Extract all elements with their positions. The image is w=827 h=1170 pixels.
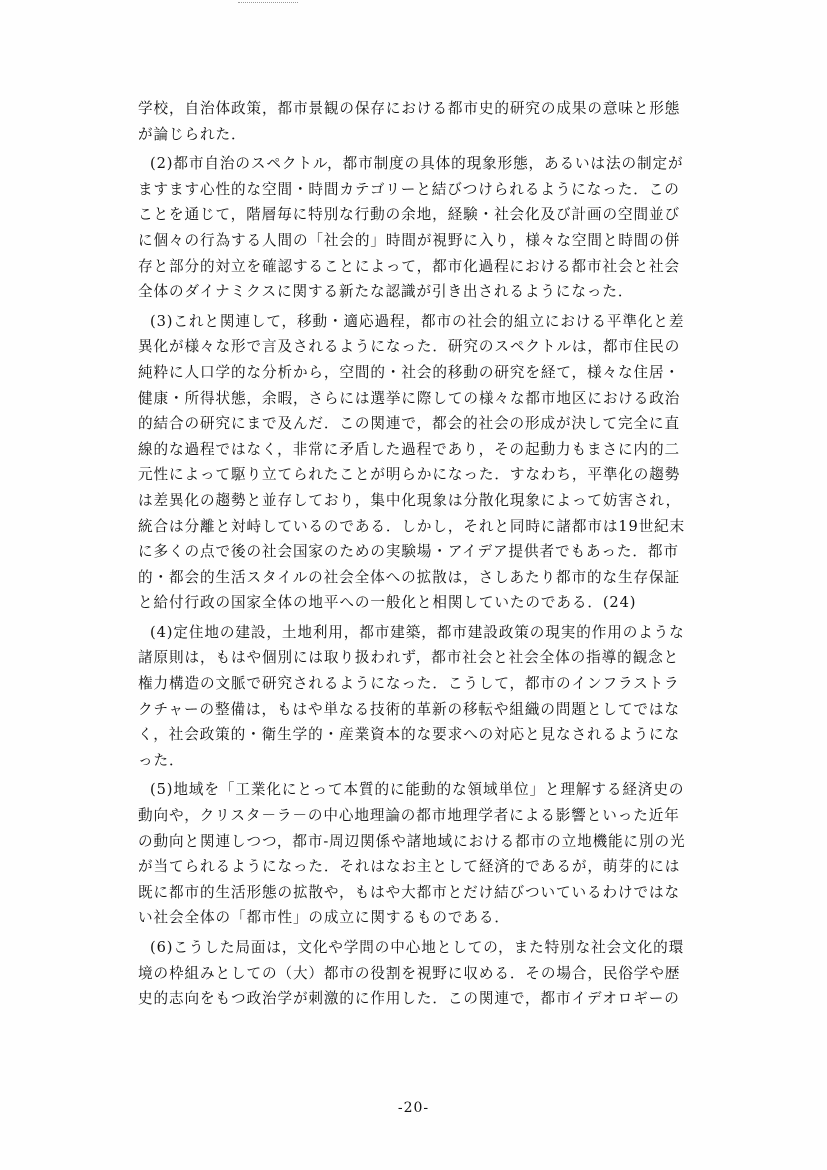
text-line: 学校，自治体政策，都市景観の保存における都市史的研究の成果の意味と形態 [138,100,681,117]
text-line: 諸原則は，もはや個別には取り扱われず，都市社会と社会全体の指導的観念と [138,649,680,667]
text-line: クチャーの整備は，もはや単なる技術的革新の移転や組織の問題としてではな [138,700,680,718]
text-line: ことを通じて，階層毎に特別な行動の余地，経験・社会化及び計画の空間並び [138,206,680,224]
text-line: が論じられた． [138,125,247,143]
text-line: 的・都会的生活スタイルの社会全体への拡散は，さしあたり都市的な生存保証 [138,568,680,586]
text-line: 純粋に人口学的な分析から，空間的・社会的移動の研究を経て，様々な住居・ [138,363,680,381]
text-line: く，社会政策的・衛生学的・産業資本的な要求への対応と見なされるようにな [138,726,680,744]
text-line: 既に都市的生活形態の拡散や，もはや大都市とだけ結びついているわけではな [138,883,680,901]
text-line: に個々の行為する人間の「社会的」時間が視野に入り，様々な空間と時間の併 [138,231,681,249]
text-line: 統合は分離と対峙しているのである．しかし，それと同時に諸都市は19世紀末 [138,517,686,535]
text-line: 動向や，クリスタ－ラ－の中心地理論の都市地理学者による影響といった近年 [138,807,680,825]
text-line: (5)地域を「工業化にとって本質的に能動的な領域単位」と理解する経済史の [150,781,685,799]
page-number: -20- [397,1100,430,1116]
text-line: 線的な過程ではなく，非常に矛盾した過程であり，その起動力もまさに内的二 [138,440,680,458]
text-line: (4)定住地の建設，土地利用，都市建築，都市建設政策の現実的作用のような [150,623,685,641]
text-line: ますます心性的な空間・時間カテゴリーと結びつけられるようになった．この [138,180,680,198]
text-line: 的結合の研究にまで及んだ．この関連で，都会的社会の形成が決して完全に直 [138,415,680,433]
text-line: い社会全体の「都市性」の成立に関するものである． [138,909,510,927]
text-line: 健康・所得状態，余暇，さらには選挙に際しての様々な都市地区における政治 [138,389,681,407]
text-line: が当てられるようになった．それはなお主として経済的であるが，萌芽的には [138,858,681,876]
text-line: 異化が様々な形で言及されるようになった．研究のスペクトルは，都市住民の [138,338,681,356]
text-line: と給付行政の国家全体の地平への一般化と相関していたのである．(24) [138,594,637,612]
scan-mark [238,2,298,9]
text-line: 境の枠組みとしての（大）都市の役割を視野に収める．その場合，民俗学や歴 [138,964,681,982]
text-line: に多くの点で後の社会国家のための実験場・アイデア提供者でもあった．都市 [138,543,679,561]
text-line: の動向と関連しつつ，都市-周辺関係や諸地域における都市の立地機能に別の光 [138,832,686,850]
text-line: 史的志向をもつ政治学が刺激的に作用した．この関連で，都市イデオロギーの [138,990,680,1008]
text-line: 存と部分的対立を確認することによって，都市化過程における都市社会と社会 [138,257,680,275]
text-line: 全体のダイナミクスに関する新たな認識が引き出されるようになった． [138,283,634,301]
text-line: 権力構造の文脈で研究されるようになった．こうして，都市のインフラストラ [138,675,680,693]
body-text [138,96,738,1012]
text-line: った． [138,751,185,769]
text-line: は差異化の趨勢と並存しており，集中化現象は分散化現象によって妨害され， [138,491,682,509]
text-line: (2)都市自治のスペクトル，都市制度の具体的現象形態，あるいは法の制定が [150,155,684,173]
text-line: (3)これと関連して，移動・適応過程，都市の社会的組立における平準化と差 [150,312,685,330]
text-line: (6)こうした局面は，文化や学問の中心地としての，また特別な社会文化的環 [150,939,685,956]
text-line: 元性によって駆り立てられたことが明らかになった．すなわち，平準化の趨勢 [138,466,681,484]
